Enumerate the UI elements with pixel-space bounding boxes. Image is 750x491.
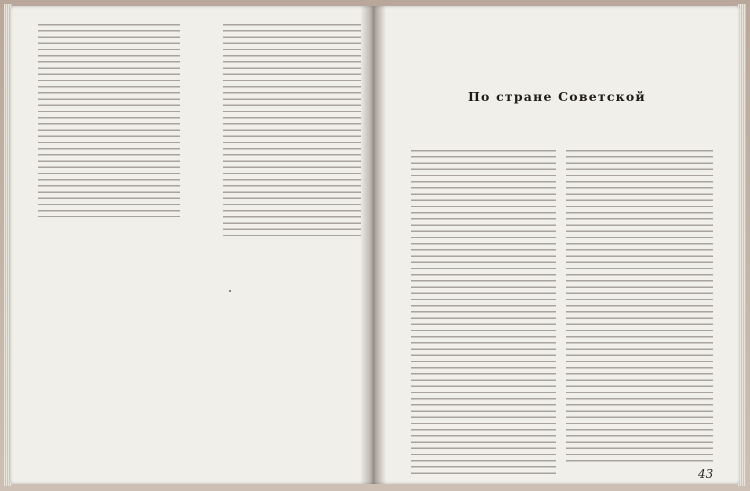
page-mark [229,290,231,292]
right-page-column-1 [411,150,556,478]
section-heading: По стране Советской [468,89,646,104]
text-placeholder [411,150,556,478]
text-placeholder [223,24,361,236]
left-page-column-2 [223,24,361,236]
right-page-column-2 [566,150,713,462]
book-gutter [360,6,386,484]
text-placeholder [566,150,713,462]
left-page-column-1 [38,24,180,217]
text-placeholder [38,24,180,217]
page-number: 43 [698,467,714,481]
